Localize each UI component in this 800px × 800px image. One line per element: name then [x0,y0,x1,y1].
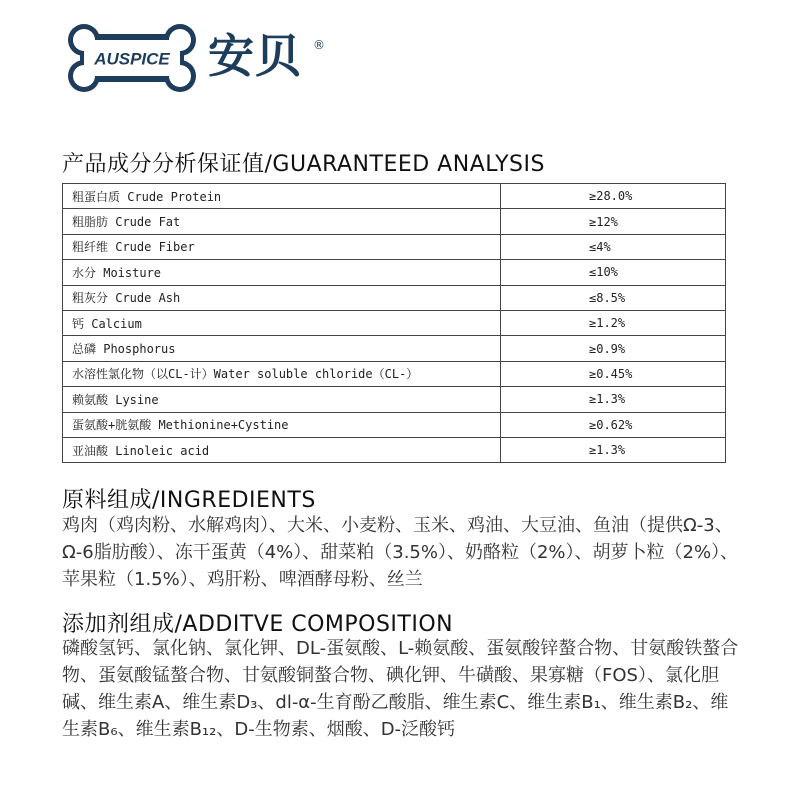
bone-logo-icon [62,20,202,96]
nutrient-value: ≤10% [501,260,726,285]
table-row [63,387,726,412]
nutrient-name: 水分 Moisture [63,260,501,285]
nutrient-name: 粗灰分 Crude Ash [63,285,501,310]
table-row [63,310,726,335]
nutrient-value: ≥0.45% [501,361,726,386]
table-row [63,285,726,310]
table-row [63,209,726,234]
analysis-table-body [63,184,726,463]
nutrient-name: 蛋氨酸+胱氨酸 Methionine+Cystine [63,412,501,437]
ingredients-title: 原料组成/INGREDIENTS [62,488,316,513]
table-row [63,361,726,386]
table-row [63,184,726,209]
nutrient-value: ≤4% [501,234,726,259]
guaranteed-analysis-table [62,183,726,463]
additives-title: 添加剂组成/ADDITVE COMPOSITION [62,612,454,637]
analysis-title: 产品成分分析保证值/GUARANTEED ANALYSIS [62,152,545,177]
brand-logo [62,20,302,96]
nutrient-value: ≥0.9% [501,336,726,361]
nutrient-name: 总磷 Phosphorus [63,336,501,361]
nutrient-value: ≥1.3% [501,387,726,412]
table-row [63,234,726,259]
additives-text: 磷酸氢钙、氯化钠、氯化钾、DL-蛋氨酸、L-赖氨酸、蛋氨酸锌螯合物、甘氨酸铁螯合物、蛋氨酸锰螯合物、甘氨酸铜螯合物、碘化钾、牛磺酸、果寡糖（FOS）、氯化胆碱、维生素A、维生素D₃、dl-α-生育酚乙酸脂、维生素C、维生素B₁、维生素B₂、维生素B₆、维生素B₁₂、D-生物素、烟酸、D-泛酸钙 [62,638,739,740]
nutrient-value: ≥12% [501,209,726,234]
nutrient-name: 赖氨酸 Lysine [63,387,501,412]
table-row [63,412,726,437]
logo-wordmark: AUSPICE [94,49,170,69]
ingredients-text: 鸡肉（鸡肉粉、水解鸡肉）、大米、小麦粉、玉米、鸡油、大豆油、鱼油（提供Ω-3、Ω-6脂肪酸）、冻干蛋黄（4%）、甜菜粕（3.5%）、奶酪粒（2%）、胡萝卜粒（2%）、苹果粒（1.5%）、鸡肝粉、啤酒酵母粉、丝兰 [62,515,739,590]
table-row [63,260,726,285]
brand-name-cn: 安贝 [208,29,302,83]
table-row [63,437,726,462]
nutrient-name: 粗纤维 Crude Fiber [63,234,501,259]
nutrient-value: ≥28.0% [501,184,726,209]
nutrient-value: ≥1.3% [501,437,726,462]
nutrient-name: 粗脂肪 Crude Fat [63,209,501,234]
nutrient-name: 粗蛋白质 Crude Protein [63,184,501,209]
nutrient-name: 亚油酸 Linoleic acid [63,437,501,462]
nutrient-value: ≤8.5% [501,285,726,310]
registered-mark: ® [313,38,325,52]
nutrient-value: ≥1.2% [501,310,726,335]
nutrient-name: 水溶性氯化物（以CL-计）Water soluble chloride（CL-） [63,361,501,386]
table-row [63,336,726,361]
nutrient-name: 钙 Calcium [63,310,501,335]
nutrient-value: ≥0.62% [501,412,726,437]
